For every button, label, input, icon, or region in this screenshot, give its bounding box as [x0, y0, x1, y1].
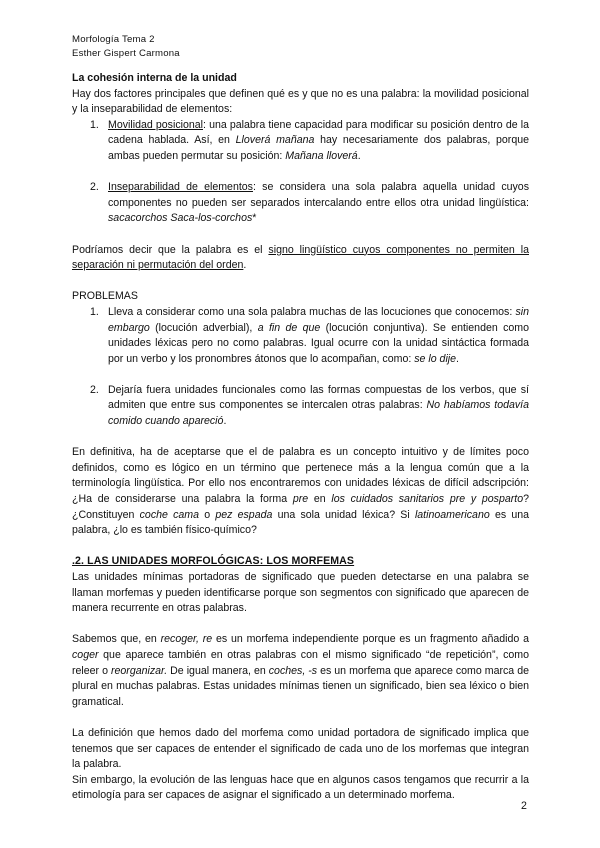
paragraph-text: ? ¿Constituyen	[72, 493, 530, 521]
example-text: Mañana lloverá	[285, 149, 358, 162]
morfemas-paragraph-2	[72, 632, 529, 710]
item-text: Lleva a considerar como una sola palabra muchas de las locuciones que conocemos:	[108, 305, 516, 318]
example-text: reorganizar.	[111, 664, 168, 677]
example-text: coches, -s	[268, 664, 318, 677]
morfemas-paragraph-4: Sin embargo, la evolución de las lenguas hace que en algunos casos tengamos que recurrir a la etimología para ser capaces de asignar el significado a un determinado morfema.	[72, 773, 529, 802]
list-number: 1.	[90, 305, 99, 318]
item-text: .	[357, 149, 361, 162]
paragraph-text: En definitiva, ha de aceptarse que el de palabra es un concepto intuitivo y de límites poco definidos, como es lógico en un término que pertenece más a la lengua común que a la terminología lingüística. Por ello nos encontraremos con unidades léxicas de difícil adscripción: ¿Ha de considerarse una palabra la forma	[72, 446, 529, 506]
item-text: (locución adverbial),	[149, 321, 258, 334]
list-item-inseparabilidad	[72, 180, 529, 227]
paragraph-text: es un morfema que aparece como marca de plural en muchas palabras. Estas unidades mínimas tienen un significado, bien sea léxico o bien gramatical.	[72, 664, 529, 708]
paragraph-text: Podríamos decir que la palabra es el	[72, 243, 269, 256]
section-title-cohesion: La cohesión interna de la unidad	[72, 72, 237, 84]
item-text: hay necesariamente dos palabras, porque ambas pueden permutar su posición:	[108, 134, 529, 162]
paragraph-text: De igual manera, en	[167, 664, 269, 677]
document-body	[72, 71, 529, 804]
paragraph-text: Sabemos que, en	[72, 633, 161, 646]
list-number: 1.	[90, 118, 99, 131]
paragraph-text: es un morfema independiente porque es un fragmento añadido a	[212, 633, 529, 646]
example-text: se lo dije	[414, 352, 457, 365]
header-author: Esther Gispert Carmona	[72, 48, 180, 59]
item-text: *	[252, 212, 257, 225]
paragraph-text: .	[243, 259, 247, 272]
example-text: recoger, re	[160, 633, 213, 646]
example-text: latinoamericano	[414, 508, 490, 521]
example-text: coger	[72, 648, 99, 661]
morfemas-paragraph-1: Las unidades mínimas portadoras de significado que pueden detectarse en una palabra se llaman morfemas y pueden identificarse porque son segmentos con significado que aparecen de manera recurrente en otras palabras.	[72, 571, 529, 615]
example-text: Lloverá mañana	[235, 134, 315, 147]
section-title-morfemas: .2. LAS UNIDADES MORFOLÓGICAS: LOS MORFEMAS	[72, 555, 355, 568]
example-text: No habíamos todavía comido cuando apareció	[108, 399, 530, 428]
term-movilidad: Movilidad posicional	[108, 118, 203, 131]
paragraph-text: es una palabra, ¿lo es también físico-químico?	[72, 508, 530, 537]
problem-item-2	[72, 383, 529, 430]
list-item-movilidad	[72, 118, 529, 165]
example-text: sin embargo	[108, 305, 529, 334]
paragraph-text: que aparece también en otras palabras con el mismo significado “de repetición”, como releer o	[72, 648, 529, 677]
example-text: a fin de que	[257, 321, 321, 334]
item-text: : una palabra tiene capacidad para modificar su posición dentro de la cadena hablada. Así, en	[108, 118, 529, 147]
list-number: 2.	[90, 383, 99, 396]
term-inseparabilidad: Inseparabilidad de elementos	[108, 181, 253, 194]
underlined-definition: signo lingüístico cuyos componentes no permiten la separación ni permutación del orden	[72, 243, 529, 272]
problems-heading: PROBLEMAS	[72, 290, 138, 303]
page-number: 2	[521, 800, 527, 812]
page-header	[72, 33, 180, 61]
example-text: los cuidados sanitarios pre y posparto	[331, 493, 524, 506]
list-number: 2.	[90, 181, 99, 194]
paragraph-text: en	[308, 493, 332, 506]
example-text: sacacorchos Saca-los-corchos	[108, 212, 253, 225]
definitive-paragraph	[72, 445, 529, 539]
item-text: .	[456, 352, 459, 365]
paragraph-text: una sola unidad léxica? Si	[272, 508, 415, 521]
header-subject: Morfología Tema 2	[72, 34, 155, 45]
example-text: pre	[292, 493, 309, 506]
item-text: .	[223, 415, 227, 428]
morfemas-paragraph-3: La definición que hemos dado del morfema como unidad portadora de significado implica que tenemos que ser capaces de entender el significado de cada uno de los morfemas que integran la palabra.	[72, 726, 529, 771]
item-text: (locución conjuntiva). Se entienden como unidades léxicas pero no como palabras. Igual ocurre con la unidad sintáctica formada por un verbo y los pronombres átonos que lo acompañan, como:	[108, 321, 529, 365]
example-text: pez espada	[215, 508, 273, 521]
problem-item-1	[72, 305, 529, 367]
example-text: coche cama	[139, 508, 200, 521]
item-text: : se considera una sola palabra aquella unidad cuyos componentes no pueden ser separados intercalando entre ellos otra unidad lingüística:	[108, 181, 529, 209]
conclusion-paragraph	[72, 243, 529, 274]
intro-paragraph: Hay dos factores principales que definen qué es y que no es una palabra: la movilidad posicional y la inseparabilidad de elementos:	[72, 87, 529, 116]
item-text: Dejaría fuera unidades funcionales como las formas compuestas de los verbos, que sí admiten que entre sus componentes se intercalen otras palabras:	[108, 383, 529, 412]
paragraph-text: o	[199, 508, 216, 521]
